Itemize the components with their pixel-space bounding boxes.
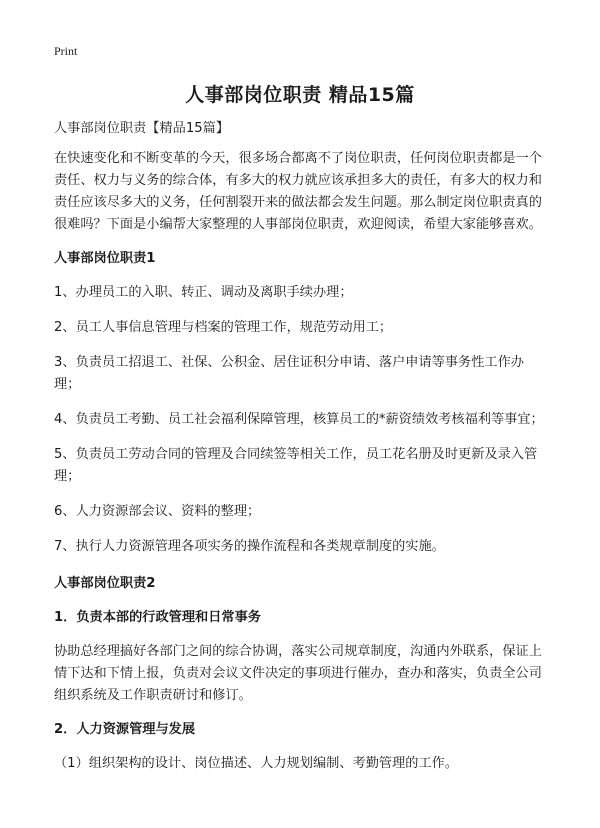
subsection-paragraph-1: 协助总经理搞好各部门之间的综合协调，落实公司规章制度，沟通内外联系，保证上情下达和下情上报，负责对会议文件决定的事项进行催办，查办和落实，负责全公司组织系统及工作职责研讨和修订。: [54, 644, 542, 703]
duty-item: 4、负责员工考勤、员工社会福利保障管理，核算员工的*薪资绩效考核福利等事宜；: [54, 412, 544, 427]
subsection-heading-2: 2．人力资源管理与发展: [54, 722, 196, 737]
document-body: [54, 118, 544, 788]
duty-item: 1、办理员工的入职、转正、调动及离职手续办理；: [54, 285, 353, 300]
document-subtitle: 人事部岗位职责【精品15篇】: [54, 121, 230, 136]
duty-item: 5、负责员工劳动合同的管理及合同续签等相关工作，员工花名册及时更新及录入管理；: [54, 447, 538, 484]
section-heading-1: 人事部岗位职责1: [54, 251, 156, 266]
page-title: 人事部岗位职责 精品15篇: [185, 84, 415, 106]
duty-item: 3、负责员工招退工、社保、公积金、居住证积分申请、落户申请等事务性工作办理；: [54, 355, 524, 392]
subsection-heading-1: 1．负责本部的行政管理和日常事务: [54, 610, 261, 625]
duty-item: 6、人力资源部会议、资料的整理；: [54, 504, 261, 519]
print-label: Print: [54, 44, 78, 58]
duty-item: 7、执行人力资源管理各项实务的操作流程和各类规章制度的实施。: [54, 539, 445, 554]
section-heading-2: 人事部岗位职责2: [54, 576, 156, 591]
duty-item: 2、员工人事信息管理与档案的管理工作，规范劳动用工；: [54, 320, 393, 335]
intro-paragraph: 在快速变化和不断变革的今天，很多场合都离不了岗位职责，任何岗位职责都是一个责任、权力与义务的综合体，有多大的权力就应该承担多大的责任，有多大的权力和责任应该尽多大的义务，任何割裂开来的做法都会发生问题。那么制定岗位职责真的很难吗？下面是小编帮大家整理的人事部岗位职责，欢迎阅读，希望大家能够喜欢。: [54, 151, 542, 232]
duty-item: （1）组织架构的设计、岗位描述、人力规划编制、考勤管理的工作。: [54, 756, 459, 771]
